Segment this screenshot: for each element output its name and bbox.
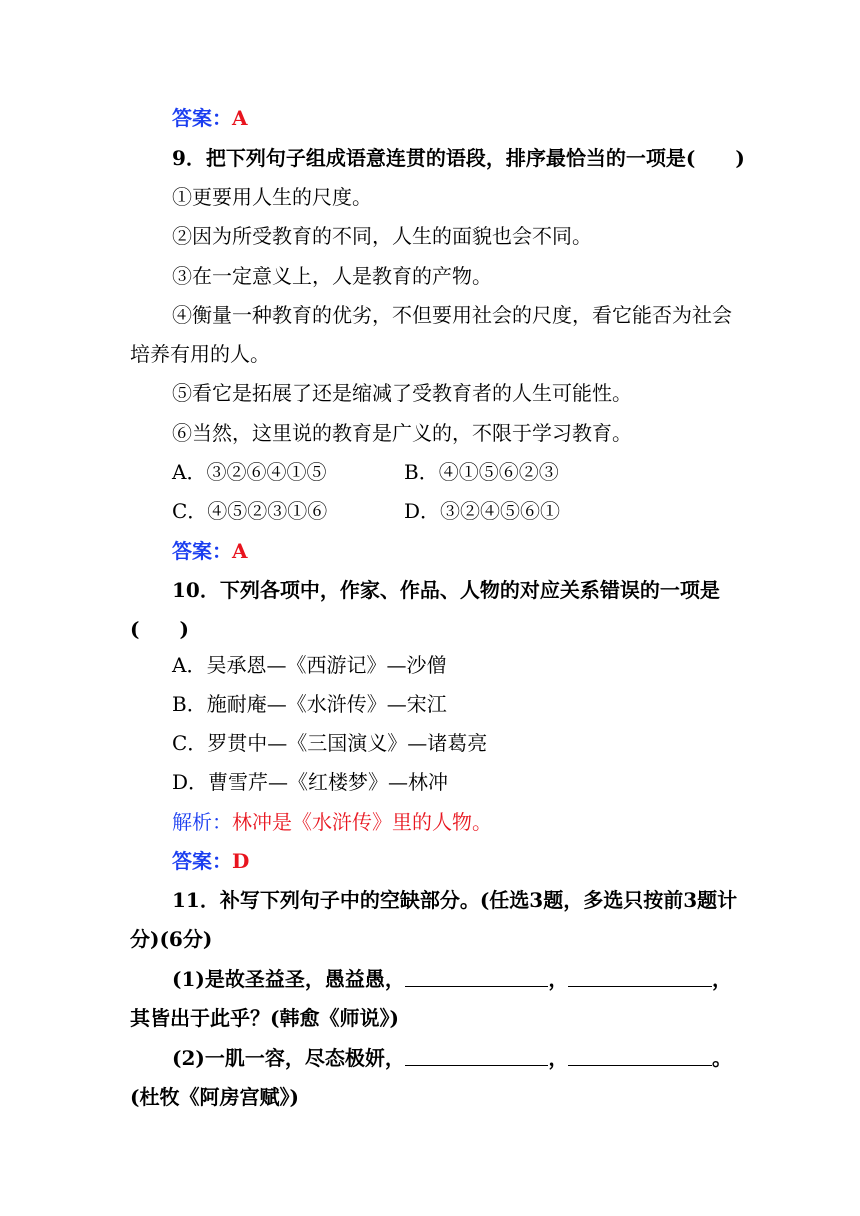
answer-blank[interactable] xyxy=(568,966,712,987)
answer-line xyxy=(172,848,732,874)
answer-label: 答案： xyxy=(172,106,232,130)
analysis-text: 林冲是《水浒传》里的人物。 xyxy=(232,810,492,834)
q9-sentence-1: ①更要用人生的尺度。 xyxy=(172,185,372,209)
question-10-stem-cont: ( ) xyxy=(130,617,189,641)
q9-sentence-3: ③在一定意义上，人是教育的产物。 xyxy=(172,264,492,288)
separator: ， xyxy=(548,1046,569,1070)
q10-option-b: B．施耐庵—《水浒传》—宋江 xyxy=(172,692,447,716)
q9-option-c: C．④⑤②③①⑥ xyxy=(172,499,328,523)
q9-option-a: A．③②⑥④①⑤ xyxy=(172,460,327,484)
answer-value: A xyxy=(232,106,248,130)
q10-option-d: D．曹雪芹—《红楼梦》—林冲 xyxy=(172,770,449,794)
analysis-label: 解析： xyxy=(172,810,232,834)
answer-label: 答案： xyxy=(172,849,232,873)
q9-option-d: D．③②④⑤⑥① xyxy=(404,499,561,523)
separator: 。 xyxy=(712,1046,732,1070)
answer-line xyxy=(172,105,732,131)
q9-sentence-4-cont: 培养有用的人。 xyxy=(130,342,270,366)
q10-option-c: C．罗贯中—《三国演义》—诸葛亮 xyxy=(172,731,488,755)
answer-value: A xyxy=(232,539,248,563)
q9-sentence-2: ②因为所受教育的不同，人生的面貌也会不同。 xyxy=(172,224,592,248)
q9-sentence-4: ④衡量一种教育的优劣，不但要用社会的尺度，看它能否为社会 xyxy=(172,303,732,327)
q11-item-1-source: 其皆出于此乎？(韩愈《师说》) xyxy=(130,1006,399,1030)
q11-item-1 xyxy=(172,966,732,992)
q10-analysis xyxy=(172,809,732,835)
q11-item-1-text: (1)是故圣益圣，愚益愚， xyxy=(172,967,405,991)
answer-blank[interactable] xyxy=(568,1045,712,1066)
q11-item-2-text: (2)一肌一容，尽态极妍， xyxy=(172,1046,405,1070)
separator: ， xyxy=(548,967,569,991)
answer-blank[interactable] xyxy=(405,1045,549,1066)
question-9-stem: 9．把下列句子组成语意连贯的语段，排序最恰当的一项是( ) xyxy=(172,146,745,170)
q9-sentence-5: ⑤看它是拓展了还是缩减了受教育者的人生可能性。 xyxy=(172,381,632,405)
separator: ， xyxy=(712,967,732,991)
q11-item-2 xyxy=(172,1045,732,1071)
q11-item-2-source: (杜牧《阿房宫赋》) xyxy=(130,1085,299,1109)
question-11-stem-cont: 分)(6分) xyxy=(130,927,213,951)
answer-value: D xyxy=(232,849,250,873)
question-11-stem: 11．补写下列句子中的空缺部分。(任选3题，多选只按前3题计 xyxy=(172,888,738,912)
answer-label: 答案： xyxy=(172,539,232,563)
answer-blank[interactable] xyxy=(405,966,549,987)
q9-option-b: B．④①⑤⑥②③ xyxy=(404,460,559,484)
question-10-stem: 10．下列各项中，作家、作品、人物的对应关系错误的一项是 xyxy=(172,578,720,602)
answer-line xyxy=(172,538,732,564)
q10-option-a: A．吴承恩—《西游记》—沙僧 xyxy=(172,653,447,677)
q9-sentence-6: ⑥当然，这里说的教育是广义的，不限于学习教育。 xyxy=(172,421,632,445)
